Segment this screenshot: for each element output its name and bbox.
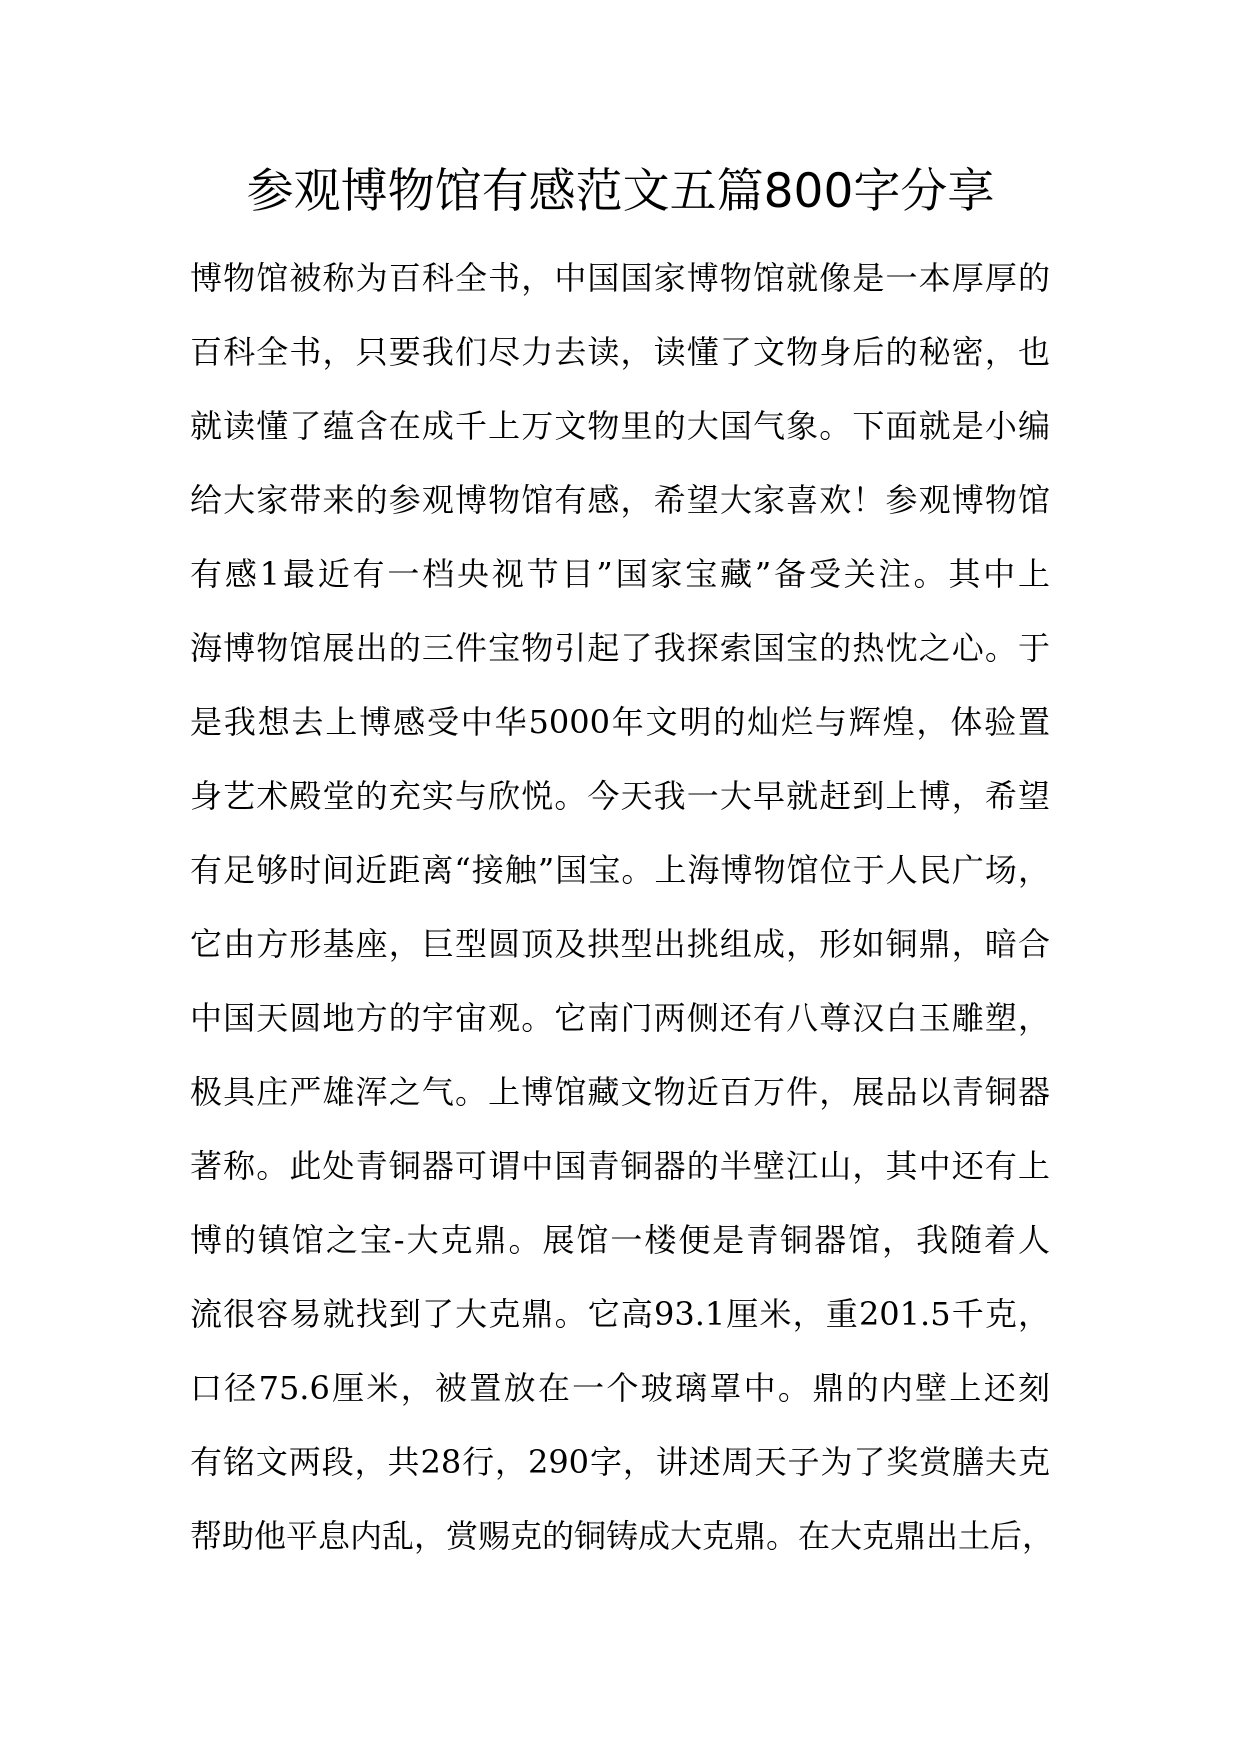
text-line: 极具庄严雄浑之气。上博馆藏文物近百万件，展品以青铜器	[190, 1073, 1050, 1111]
text-line: 有感1最近有一档央视节目”国家宝藏”备受关注。其中上	[190, 555, 1050, 593]
page-title: 参观博物馆有感范文五篇800字分享	[246, 164, 995, 219]
text-line: 著称。此处青铜器可谓中国青铜器的半壁江山，其中还有上	[190, 1147, 1050, 1185]
text-line: 有足够时间近距离“接触”国宝。上海博物馆位于人民广场，	[190, 851, 1050, 889]
body-paragraph	[190, 241, 1055, 1573]
text-line: 身艺术殿堂的充实与欣悦。今天我一大早就赶到上博，希望	[190, 777, 1050, 815]
text-line: 流很容易就找到了大克鼎。它高93.1厘米，重201.5千克，	[190, 1295, 1050, 1333]
text-line: 口径75.6厘米，被置放在一个玻璃罩中。鼎的内壁上还刻	[190, 1369, 1050, 1407]
text-line: 就读懂了蕴含在成千上万文物里的大国气象。下面就是小编	[190, 407, 1050, 445]
text-line: 博物馆被称为百科全书，中国国家博物馆就像是一本厚厚的	[190, 259, 1050, 297]
text-line: 帮助他平息内乱，赏赐克的铜铸成大克鼎。在大克鼎出土后，	[190, 1517, 1055, 1555]
text-line: 是我想去上博感受中华5000年文明的灿烂与辉煌，体验置	[190, 703, 1050, 741]
text-line: 给大家带来的参观博物馆有感，希望大家喜欢！参观博物馆	[190, 481, 1050, 519]
text-line: 有铭文两段，共28行，290字，讲述周天子为了奖赏膳夫克	[190, 1443, 1050, 1481]
text-line: 海博物馆展出的三件宝物引起了我探索国宝的热忱之心。于	[190, 629, 1050, 667]
text-line: 博的镇馆之宝-大克鼎。展馆一楼便是青铜器馆，我随着人	[190, 1221, 1050, 1259]
text-line: 百科全书，只要我们尽力去读，读懂了文物身后的秘密，也	[190, 333, 1050, 371]
text-line: 它由方形基座，巨型圆顶及拱型出挑组成，形如铜鼎，暗合	[190, 925, 1050, 963]
text-line: 中国天圆地方的宇宙观。它南门两侧还有八尊汉白玉雕塑，	[190, 999, 1050, 1037]
